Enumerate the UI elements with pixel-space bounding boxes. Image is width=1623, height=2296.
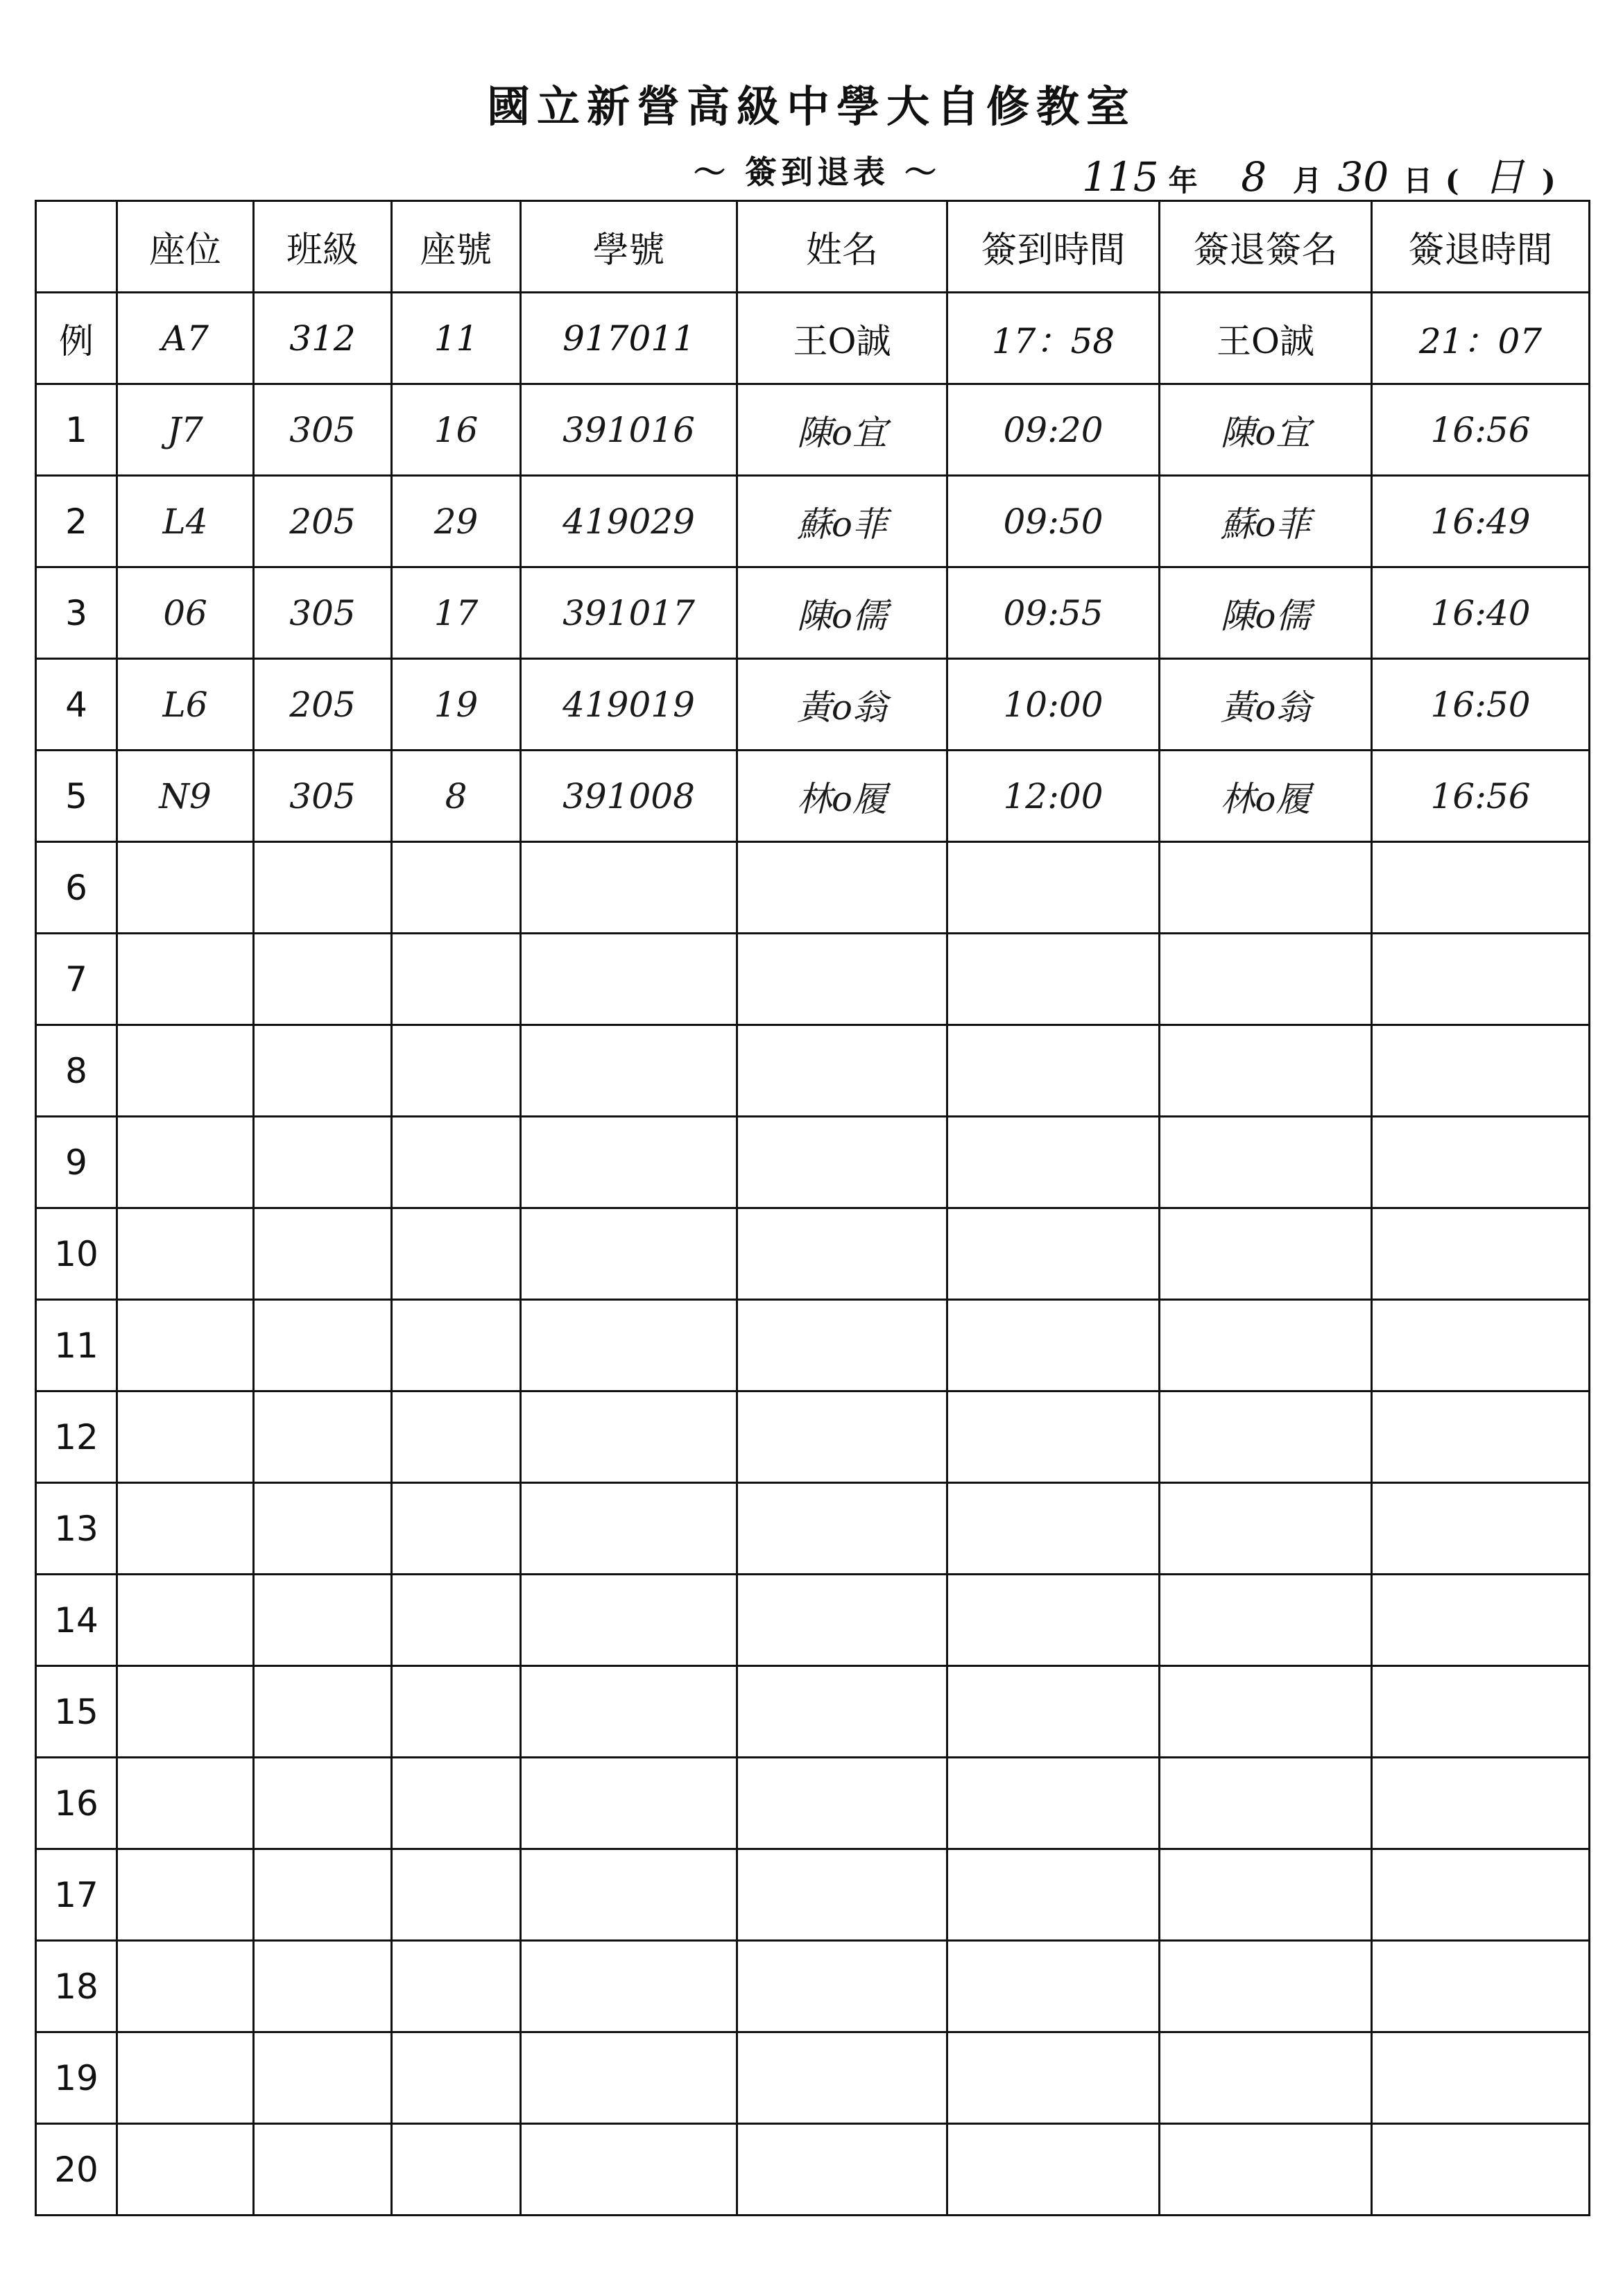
row-number: 2 [36,476,117,567]
sign-in-time-cell [947,1666,1160,1758]
seat-cell: 06 [117,567,254,659]
seat-no-cell [392,2032,521,2124]
seat-no-cell [392,1117,521,1208]
example-name: 王O誠 [737,293,947,384]
table-row [36,1208,1590,1300]
sign-out-name-cell [1160,2032,1372,2124]
seat-cell [117,1575,254,1666]
sign-out-time-cell [1372,1849,1590,1941]
sign-in-time-cell: 09:50 [947,476,1160,567]
student-id-cell: 391016 [521,384,737,476]
seat-cell [117,2124,254,2216]
row-number: 9 [36,1117,117,1208]
date-weekday: 日 [1484,153,1525,200]
student-id-cell [521,1941,737,2032]
sign-out-name-cell [1160,1025,1372,1117]
name-cell [737,1941,947,2032]
sign-out-name-cell: 黃o翁 [1160,659,1372,751]
example-label: 例 [36,293,117,384]
example-seat-no: 11 [392,293,521,384]
sign-out-name-cell [1160,1941,1372,2032]
sign-out-name-cell [1160,2124,1372,2216]
student-id-cell [521,1849,737,1941]
table-row [36,1300,1590,1391]
class-cell: 305 [254,567,392,659]
row-number: 3 [36,567,117,659]
student-id-cell: 419029 [521,476,737,567]
row-number: 6 [36,842,117,934]
seat-cell [117,1391,254,1483]
name-cell: 陳o儒 [737,567,947,659]
student-id-cell [521,1483,737,1575]
class-cell: 205 [254,476,392,567]
sheet-title: 國立新營高級中學大自修教室 [486,81,1136,132]
seat-no-cell [392,1483,521,1575]
seat-cell [117,1941,254,2032]
sign-out-name-cell [1160,842,1372,934]
sign-in-time-cell [947,842,1160,934]
table-row [36,1849,1590,1941]
sign-out-time-cell: 16:49 [1372,476,1590,567]
row-number: 7 [36,934,117,1025]
sign-in-time-cell [947,1391,1160,1483]
seat-no-cell [392,1758,521,1849]
row-number: 14 [36,1575,117,1666]
class-cell [254,2032,392,2124]
class-cell [254,1758,392,1849]
sign-out-time-cell [1372,934,1590,1025]
seat-no-cell [392,1391,521,1483]
student-id-cell [521,1117,737,1208]
sign-out-name-cell [1160,1391,1372,1483]
student-id-cell [521,1300,737,1391]
sign-in-time-cell [947,1483,1160,1575]
seat-cell: J7 [117,384,254,476]
sign-out-name-cell [1160,1849,1372,1941]
name-cell [737,1391,947,1483]
seat-no-cell [392,1666,521,1758]
name-cell [737,1300,947,1391]
table-row [36,384,1590,476]
class-cell [254,1666,392,1758]
row-number: 4 [36,659,117,751]
student-id-cell [521,1758,737,1849]
class-cell [254,1300,392,1391]
date-year: 115 [1082,153,1159,200]
name-cell [737,2032,947,2124]
sign-in-table [35,200,1590,2216]
seat-no-cell: 17 [392,567,521,659]
student-id-cell [521,842,737,934]
class-cell: 305 [254,384,392,476]
row-number: 10 [36,1208,117,1300]
col-student-id-header: 學號 [521,201,737,293]
seat-cell [117,1849,254,1941]
name-cell [737,1575,947,1666]
class-cell [254,2124,392,2216]
sign-out-name-cell [1160,1117,1372,1208]
student-id-cell [521,934,737,1025]
col-sign-out-time-header: 簽退時間 [1372,201,1590,293]
row-number: 17 [36,1849,117,1941]
col-sign-in-time-header: 簽到時間 [947,201,1160,293]
sign-out-time-cell [1372,1941,1590,2032]
row-number: 1 [36,384,117,476]
col-sign-out-name-header: 簽退簽名 [1160,201,1372,293]
sign-out-name-cell: 陳o儒 [1160,567,1372,659]
sign-out-time-cell [1372,1025,1590,1117]
row-number: 16 [36,1758,117,1849]
class-cell [254,1117,392,1208]
table-row [36,1483,1590,1575]
seat-no-cell [392,934,521,1025]
sign-in-time-cell [947,1117,1160,1208]
seat-cell [117,2032,254,2124]
sign-in-time-cell [947,1208,1160,1300]
class-cell [254,842,392,934]
col-number-header [36,201,117,293]
table-row [36,659,1590,751]
seat-no-cell [392,1208,521,1300]
sign-out-name-cell: 蘇o菲 [1160,476,1372,567]
sign-in-time-cell [947,1025,1160,1117]
sign-out-name-cell [1160,934,1372,1025]
name-cell [737,2124,947,2216]
row-number: 18 [36,1941,117,2032]
col-seat-no-header: 座號 [392,201,521,293]
example-sign-in-time: 17：58 [947,293,1160,384]
row-number: 20 [36,2124,117,2216]
table-row [36,1758,1590,1849]
table-row [36,1941,1590,2032]
date-line [1082,144,1556,203]
sign-in-time-cell: 10:00 [947,659,1160,751]
student-id-cell [521,1666,737,1758]
date-weekday-open: ( [1445,164,1459,198]
seat-cell [117,934,254,1025]
col-name-header: 姓名 [737,201,947,293]
sign-out-name-cell [1160,1575,1372,1666]
class-cell [254,934,392,1025]
table-row [36,751,1590,842]
date-weekday-close: ) [1542,164,1556,198]
student-id-cell [521,1575,737,1666]
sign-in-time-cell [947,1300,1160,1391]
seat-no-cell: 16 [392,384,521,476]
seat-no-cell [392,1941,521,2032]
table-row [36,934,1590,1025]
class-cell [254,1208,392,1300]
name-cell [737,1666,947,1758]
sign-in-time-cell: 09:20 [947,384,1160,476]
example-row [36,293,1590,384]
header-row [36,201,1590,293]
sign-out-time-cell [1372,1300,1590,1391]
sheet-subtitle: 〜 簽到退表 〜 [694,153,941,191]
table-row [36,1117,1590,1208]
seat-cell: L4 [117,476,254,567]
seat-cell [117,1208,254,1300]
example-sign-out-time: 21：07 [1372,293,1590,384]
table-row [36,1025,1590,1117]
class-cell [254,1483,392,1575]
seat-no-cell [392,1300,521,1391]
date-month: 8 [1241,153,1267,200]
sign-out-time-cell [1372,1483,1590,1575]
name-cell [737,934,947,1025]
seat-cell [117,842,254,934]
class-cell: 205 [254,659,392,751]
date-month-label: 月 [1292,164,1322,198]
col-seat-header: 座位 [117,201,254,293]
seat-no-cell [392,2124,521,2216]
sign-out-time-cell [1372,2032,1590,2124]
example-seat: A7 [117,293,254,384]
sign-in-time-cell [947,1849,1160,1941]
date-year-label: 年 [1168,164,1198,198]
name-cell [737,1025,947,1117]
sign-out-time-cell [1372,1117,1590,1208]
student-id-cell [521,2124,737,2216]
student-id-cell: 419019 [521,659,737,751]
sign-in-time-cell [947,934,1160,1025]
seat-cell [117,1483,254,1575]
sign-out-name-cell [1160,1666,1372,1758]
row-number: 13 [36,1483,117,1575]
sign-out-time-cell: 16:56 [1372,384,1590,476]
sign-out-time-cell: 16:40 [1372,567,1590,659]
name-cell: 陳o宜 [737,384,947,476]
seat-no-cell [392,1575,521,1666]
student-id-cell [521,1208,737,1300]
seat-no-cell [392,1025,521,1117]
seat-no-cell: 19 [392,659,521,751]
sign-in-time-cell: 12:00 [947,751,1160,842]
sign-out-name-cell [1160,1758,1372,1849]
name-cell: 蘇o菲 [737,476,947,567]
class-cell [254,1941,392,2032]
seat-cell [117,1117,254,1208]
seat-cell [117,1300,254,1391]
sign-out-time-cell [1372,1391,1590,1483]
class-cell: 305 [254,751,392,842]
sign-out-name-cell: 陳o宜 [1160,384,1372,476]
table-row [36,476,1590,567]
col-class-header: 班級 [254,201,392,293]
seat-no-cell [392,842,521,934]
table-row [36,2032,1590,2124]
date-day: 30 [1337,153,1389,200]
class-cell [254,1575,392,1666]
sign-in-time-cell [947,1941,1160,2032]
seat-cell [117,1758,254,1849]
row-number: 15 [36,1666,117,1758]
class-cell [254,1025,392,1117]
table-row [36,2124,1590,2216]
sign-out-name-cell [1160,1300,1372,1391]
row-number: 12 [36,1391,117,1483]
row-number: 5 [36,751,117,842]
seat-cell [117,1666,254,1758]
student-id-cell: 391017 [521,567,737,659]
sign-in-time-cell [947,2032,1160,2124]
example-class: 312 [254,293,392,384]
sign-out-name-cell: 林o履 [1160,751,1372,842]
sign-in-time-cell [947,1575,1160,1666]
sign-out-time-cell: 16:56 [1372,751,1590,842]
table-row [36,1575,1590,1666]
seat-cell: N9 [117,751,254,842]
name-cell [737,1849,947,1941]
table-row [36,567,1590,659]
sign-out-name-cell [1160,1483,1372,1575]
name-cell: 黃o翁 [737,659,947,751]
sign-out-time-cell [1372,1666,1590,1758]
name-cell [737,1117,947,1208]
row-number: 8 [36,1025,117,1117]
table-row [36,842,1590,934]
sign-out-time-cell [1372,1575,1590,1666]
seat-no-cell: 8 [392,751,521,842]
example-student-id: 917011 [521,293,737,384]
student-id-cell: 391008 [521,751,737,842]
table-row [36,1666,1590,1758]
sign-out-time-cell [1372,1208,1590,1300]
date-day-label: 日 [1403,164,1433,198]
sign-in-time-cell: 09:55 [947,567,1160,659]
sign-in-time-cell [947,2124,1160,2216]
class-cell [254,1849,392,1941]
name-cell [737,1483,947,1575]
name-cell [737,1208,947,1300]
student-id-cell [521,1391,737,1483]
sign-out-name-cell [1160,1208,1372,1300]
seat-cell: L6 [117,659,254,751]
student-id-cell [521,1025,737,1117]
name-cell [737,842,947,934]
sign-in-time-cell [947,1758,1160,1849]
sign-out-time-cell: 16:50 [1372,659,1590,751]
row-number: 19 [36,2032,117,2124]
name-cell: 林o履 [737,751,947,842]
name-cell [737,1758,947,1849]
class-cell [254,1391,392,1483]
table-row [36,1391,1590,1483]
row-number: 11 [36,1300,117,1391]
seat-cell [117,1025,254,1117]
seat-no-cell: 29 [392,476,521,567]
sign-out-time-cell [1372,842,1590,934]
sign-out-time-cell [1372,1758,1590,1849]
student-id-cell [521,2032,737,2124]
seat-no-cell [392,1849,521,1941]
example-sign-out-name: 王O誠 [1160,293,1372,384]
sign-out-time-cell [1372,2124,1590,2216]
